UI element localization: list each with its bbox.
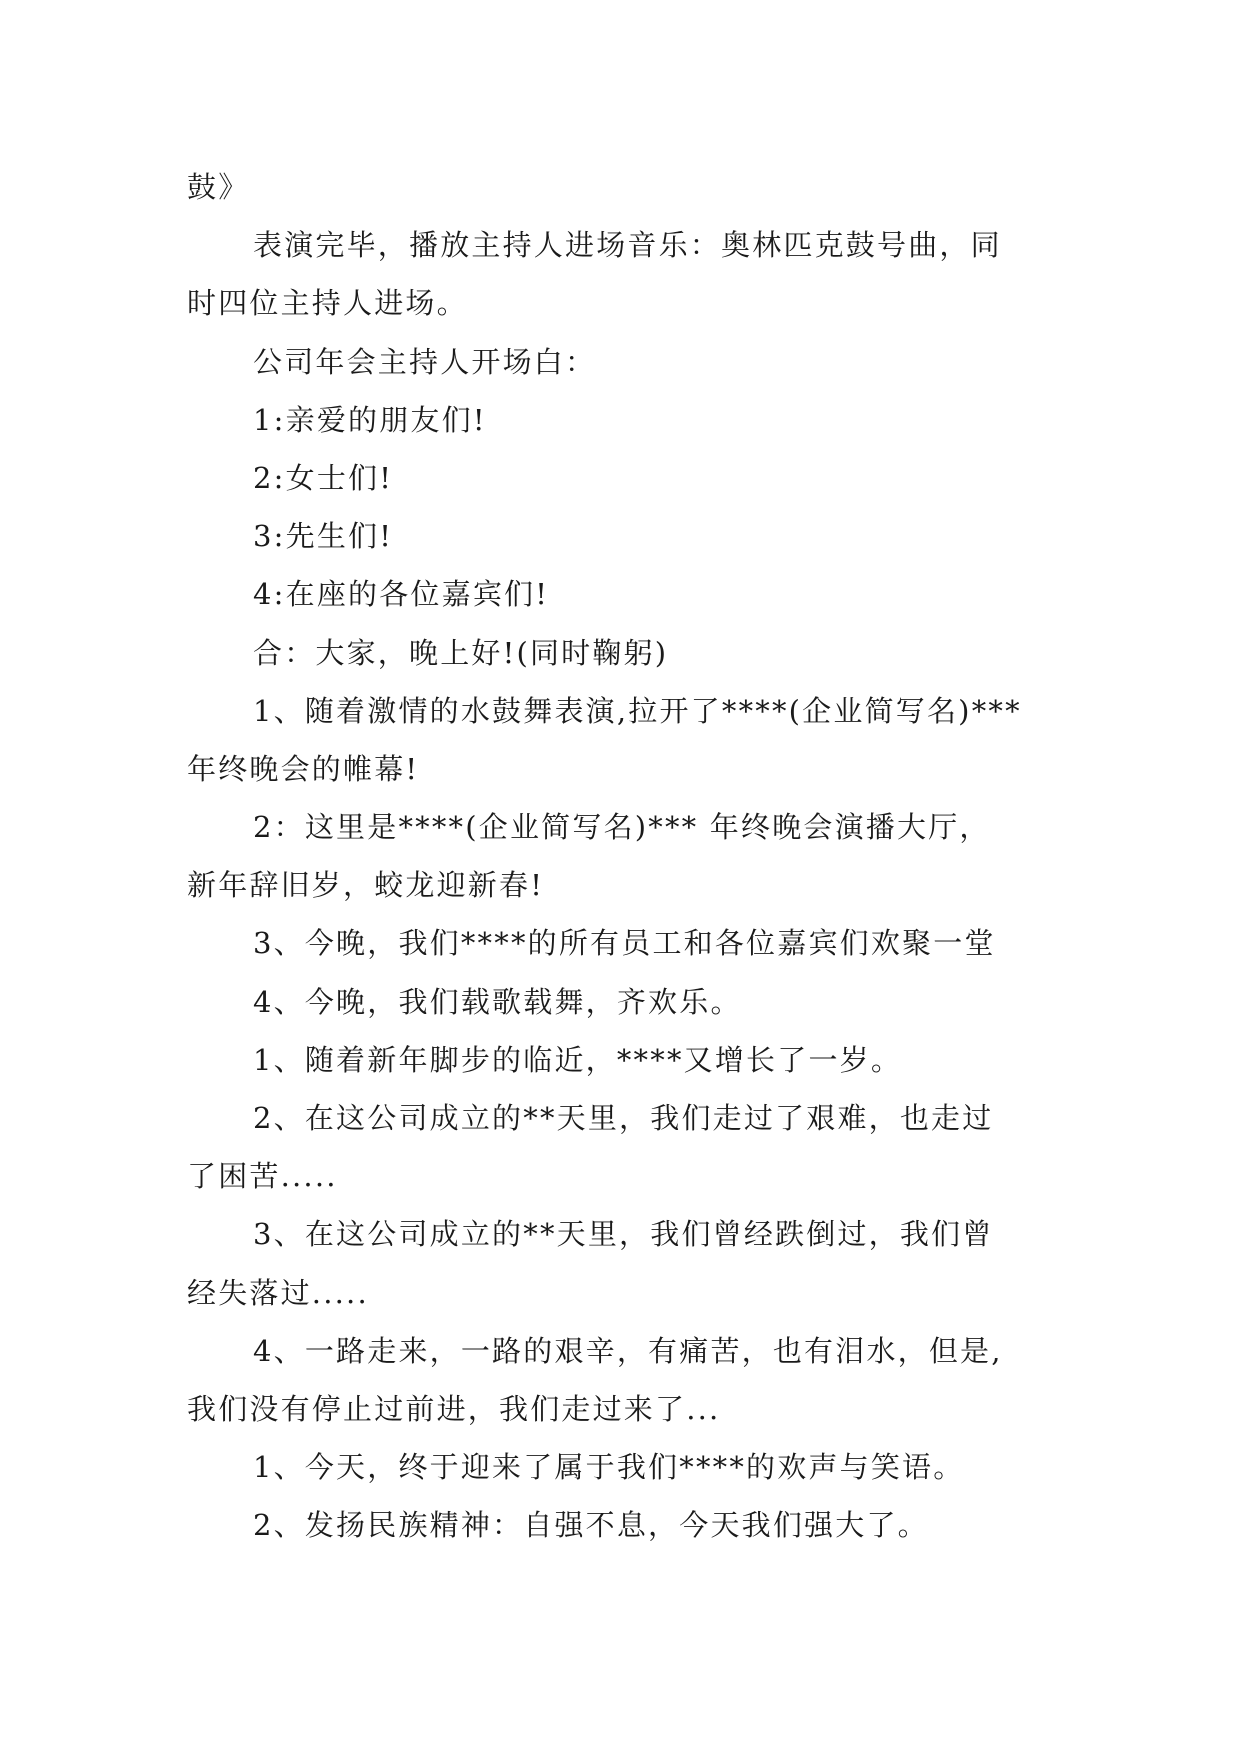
text-line: 时四位主持人进场。 (187, 286, 468, 321)
paragraph-line: 1、随着激情的水鼓舞表演,拉开了****(企业简写名)*** (253, 693, 1022, 728)
paragraph-line: 1:亲爱的朋友们! (253, 402, 487, 437)
paragraph-line: 公司年会主持人开场白： (253, 344, 597, 379)
text-line: 经失落过..... (187, 1275, 369, 1310)
paragraph-line: 表演完毕，播放主持人进场音乐：奥林匹克鼓号曲，同 (253, 228, 1002, 263)
text-line: 了困苦..... (187, 1159, 338, 1194)
paragraph-line: 2、发扬民族精神：自强不息，今天我们强大了。 (253, 1508, 929, 1543)
paragraph-line: 3、今晚，我们****的所有员工和各位嘉宾们欢聚一堂 (253, 926, 996, 961)
paragraph-line: 3:先生们! (253, 519, 394, 554)
paragraph-line: 4、今晚，我们载歌载舞，齐欢乐。 (253, 984, 742, 1019)
paragraph-line: 4:在座的各位嘉宾们! (253, 577, 550, 612)
paragraph-line: 1、随着新年脚步的临近，****又增长了一岁。 (253, 1042, 903, 1077)
text-line: 年终晚会的帷幕! (187, 751, 420, 786)
document-body (187, 158, 1047, 1555)
text-line: 我们没有停止过前进，我们走过来了... (187, 1391, 721, 1426)
paragraph-line: 3、在这公司成立的**天里，我们曾经跌倒过，我们曾 (253, 1217, 994, 1252)
paragraph-line: 合：大家，晚上好!(同时鞠躬) (253, 635, 669, 670)
text-line: 鼓》 (187, 170, 250, 204)
paragraph-line: 2:女士们! (253, 460, 394, 495)
text-line: 新年辞旧岁，蛟龙迎新春! (187, 868, 545, 903)
paragraph-line: 2、在这公司成立的**天里，我们走过了艰难，也走过 (253, 1101, 994, 1135)
paragraph-line: 1、今天，终于迎来了属于我们****的欢声与笑语。 (253, 1450, 965, 1485)
paragraph-line: 4、一路走来，一路的艰辛，有痛苦，也有泪水，但是, (253, 1333, 1003, 1368)
paragraph-line: 2：这里是****(企业简写名)*** 年终晚会演播大厅， (253, 810, 991, 845)
